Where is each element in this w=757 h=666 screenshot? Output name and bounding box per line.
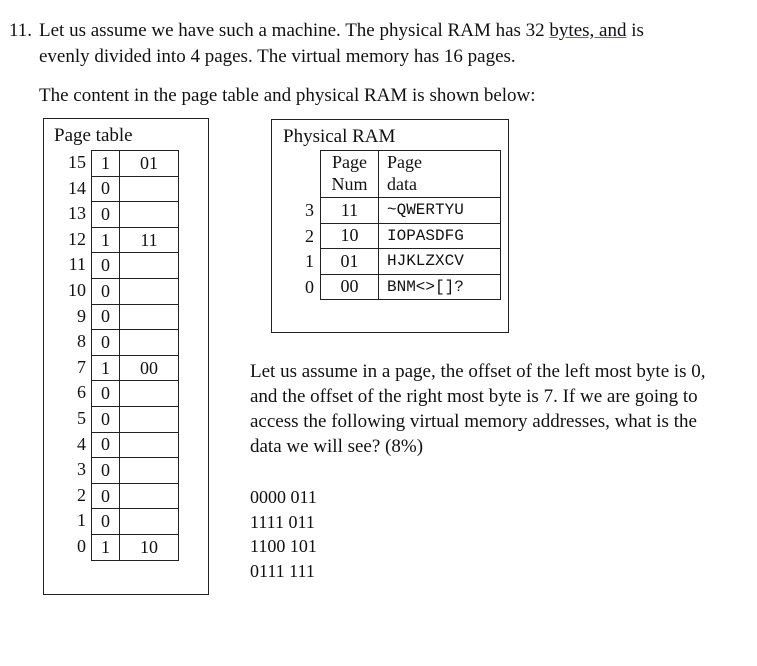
page-table-valid-bit: 0 bbox=[92, 253, 120, 279]
header-page-num-line1: Page bbox=[332, 152, 367, 172]
page-table-index: 11 bbox=[68, 254, 86, 275]
page-table-grid bbox=[91, 150, 179, 561]
page-table-row bbox=[92, 151, 179, 177]
question-line-1b: bytes, and bbox=[549, 20, 627, 41]
header-page-num-line2: Num bbox=[331, 174, 368, 194]
page-table-frame bbox=[120, 176, 179, 202]
page-table-index: 3 bbox=[77, 459, 86, 480]
physical-ram-header-row bbox=[321, 151, 501, 198]
page-table-valid-bit: 0 bbox=[92, 278, 120, 304]
page-table-index: 1 bbox=[77, 510, 86, 531]
page-table-row bbox=[92, 253, 179, 279]
physical-ram-page-data: ~QWERTYU bbox=[379, 198, 501, 224]
page-table-row bbox=[92, 406, 179, 432]
page-table-index: 12 bbox=[68, 228, 86, 249]
page-table-index: 7 bbox=[77, 356, 86, 377]
page-table-frame bbox=[120, 202, 179, 228]
page-table-valid-bit: 0 bbox=[92, 509, 120, 535]
header-page-data bbox=[379, 151, 501, 198]
physical-ram-index-column bbox=[294, 198, 314, 300]
address-list bbox=[250, 485, 317, 583]
page-table-row bbox=[92, 304, 179, 330]
page-table-row bbox=[92, 355, 179, 381]
physical-ram-row bbox=[321, 198, 501, 224]
page-table-index: 5 bbox=[77, 407, 86, 428]
page-table-valid-bit: 1 bbox=[92, 355, 120, 381]
instruction-line-4: data we will see? (8%) bbox=[250, 436, 424, 457]
page-table-row bbox=[92, 432, 179, 458]
page-table-index: 2 bbox=[77, 484, 86, 505]
question-line-1a: Let us assume we have such a machine. The physical RAM has 32 bbox=[39, 20, 550, 41]
page-table-title: Page table bbox=[54, 125, 133, 146]
page-table-row bbox=[92, 202, 179, 228]
page-table-index-column bbox=[52, 150, 86, 560]
page-table-frame bbox=[120, 304, 179, 330]
page-table-frame bbox=[120, 330, 179, 356]
instruction-line-1: Let us assume in a page, the offset of the left most byte is 0, bbox=[250, 361, 706, 382]
page-table-index: 15 bbox=[68, 152, 86, 172]
physical-ram-page-num: 11 bbox=[321, 198, 379, 224]
question-line-2: evenly divided into 4 pages. The virtual memory has 16 pages. bbox=[39, 46, 516, 67]
page-table-valid-bit: 1 bbox=[92, 227, 120, 253]
page-table-valid-bit: 0 bbox=[92, 406, 120, 432]
page-table-index: 0 bbox=[77, 535, 86, 556]
physical-ram-page-data: IOPASDFG bbox=[379, 223, 501, 249]
page-table-valid-bit: 1 bbox=[92, 534, 120, 560]
question-line-3: The content in the page table and physical RAM is shown below: bbox=[39, 85, 536, 106]
question-line-1 bbox=[39, 19, 644, 43]
physical-ram-title: Physical RAM bbox=[283, 126, 396, 147]
page-table-index: 6 bbox=[77, 382, 86, 403]
page-table-valid-bit: 0 bbox=[92, 304, 120, 330]
physical-ram-page-num: 10 bbox=[321, 223, 379, 249]
header-page-data-line1: Page bbox=[387, 152, 422, 172]
page-table-row bbox=[92, 483, 179, 509]
page-table-valid-bit: 0 bbox=[92, 483, 120, 509]
page-table-frame bbox=[120, 432, 179, 458]
page-table-frame: 10 bbox=[120, 534, 179, 560]
physical-ram-grid bbox=[320, 150, 501, 300]
page-table-index: 9 bbox=[77, 305, 86, 326]
virtual-address: 0111 111 bbox=[250, 560, 315, 581]
page-table-index: 4 bbox=[77, 433, 86, 454]
page-table-row bbox=[92, 176, 179, 202]
page-table-frame bbox=[120, 381, 179, 407]
virtual-address: 1111 011 bbox=[250, 511, 315, 532]
question-line-1c: is bbox=[626, 20, 644, 41]
page-table-valid-bit: 0 bbox=[92, 330, 120, 356]
page-table-row bbox=[92, 509, 179, 535]
page-table-row bbox=[92, 227, 179, 253]
page-table-index: 8 bbox=[77, 331, 86, 352]
physical-ram-page-data: BNM<>[]? bbox=[379, 274, 501, 300]
physical-ram-index: 3 bbox=[305, 200, 314, 220]
page-table-valid-bit: 0 bbox=[92, 458, 120, 484]
page-table-frame bbox=[120, 509, 179, 535]
page-table-valid-bit: 0 bbox=[92, 176, 120, 202]
page-table-frame bbox=[120, 278, 179, 304]
physical-ram-row bbox=[321, 249, 501, 275]
instruction-line-2: and the offset of the right most byte is 7. If we are going to bbox=[250, 386, 698, 407]
page-table-valid-bit: 0 bbox=[92, 432, 120, 458]
page-table-frame bbox=[120, 253, 179, 279]
page-table-row bbox=[92, 278, 179, 304]
page-table-row bbox=[92, 458, 179, 484]
header-page-data-line2: data bbox=[387, 174, 417, 194]
page-table-valid-bit: 0 bbox=[92, 381, 120, 407]
physical-ram-row bbox=[321, 223, 501, 249]
question-number: 11. bbox=[9, 20, 33, 41]
physical-ram-page-num: 00 bbox=[321, 274, 379, 300]
page-table-row bbox=[92, 381, 179, 407]
page-table-frame bbox=[120, 483, 179, 509]
physical-ram-row bbox=[321, 274, 501, 300]
physical-ram-page-num: 01 bbox=[321, 249, 379, 275]
instruction-line-3: access the following virtual memory addresses, what is the bbox=[250, 411, 697, 432]
virtual-address: 1100 101 bbox=[250, 536, 317, 556]
header-page-num bbox=[321, 151, 379, 198]
physical-ram-index: 1 bbox=[305, 251, 314, 271]
page-table-frame: 01 bbox=[120, 151, 179, 177]
page-table-row bbox=[92, 534, 179, 560]
virtual-address: 0000 011 bbox=[250, 487, 317, 507]
page-table-frame bbox=[120, 458, 179, 484]
physical-ram-index: 2 bbox=[305, 225, 314, 246]
page-table-index: 13 bbox=[68, 203, 86, 224]
physical-ram-page-data: HJKLZXCV bbox=[379, 249, 501, 275]
page-table-valid-bit: 0 bbox=[92, 202, 120, 228]
page-table-row bbox=[92, 330, 179, 356]
page-table-index: 10 bbox=[68, 279, 86, 300]
page-table-frame bbox=[120, 406, 179, 432]
page-table-valid-bit: 1 bbox=[92, 151, 120, 177]
physical-ram-index: 0 bbox=[305, 276, 314, 297]
page-table-index: 14 bbox=[68, 177, 86, 198]
page-table-frame: 00 bbox=[120, 355, 179, 381]
page-table-frame: 11 bbox=[120, 227, 179, 253]
